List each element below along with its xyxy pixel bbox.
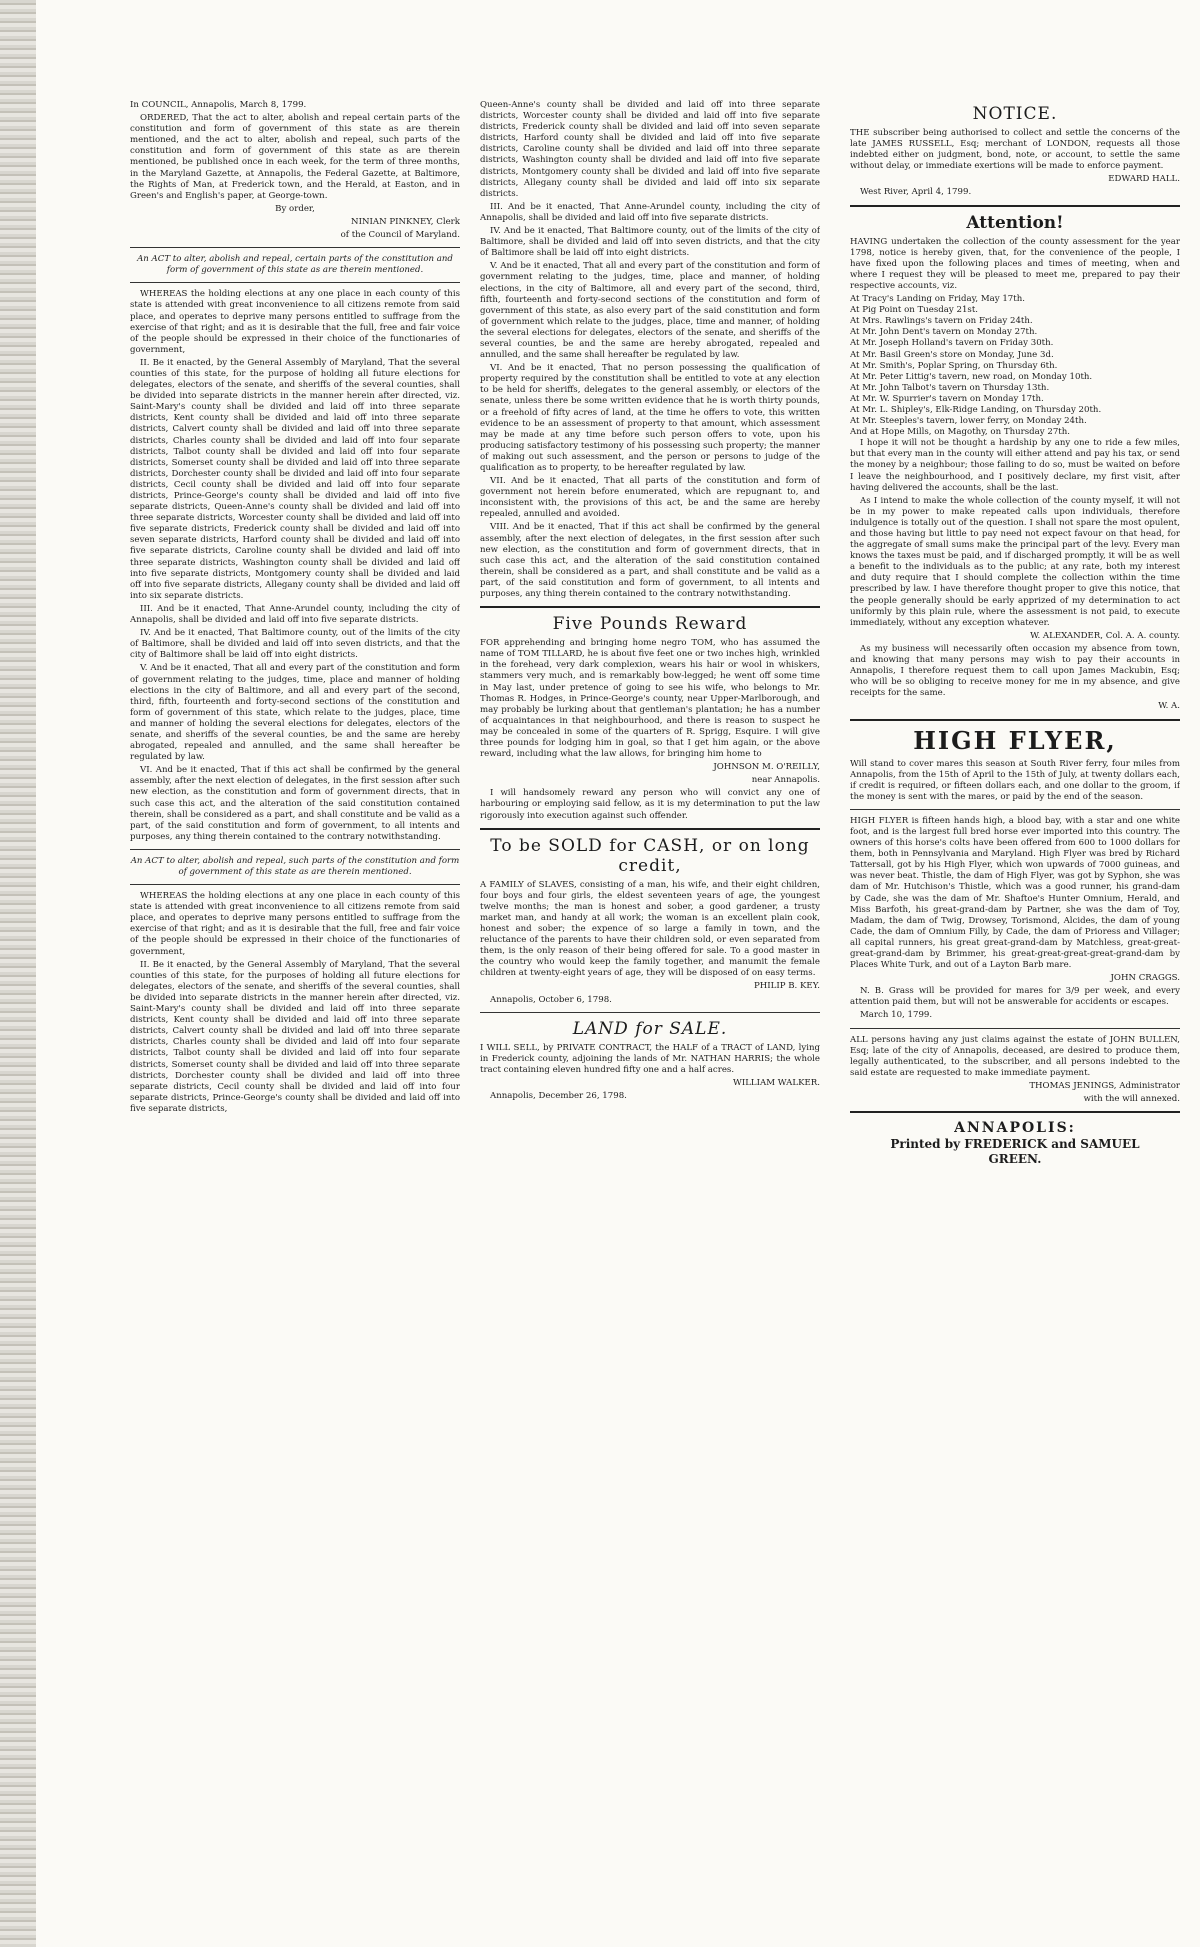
schedule-item: At Mr. John Talbot's tavern on Thursday 13th. xyxy=(850,382,1050,393)
council-order-text: ORDERED, That the act to alter, abolish and repeal certain parts of the constitution and form of government of this state as are therein mentioned, and the act to alter, abolish and repeal, such parts of the constitution and form of government of this state as are therein mentioned, be published once in each week, for the term of three months, in the Maryland Gazette, at Annapolis, the Federal Gazette, at Baltimore, the Rights of Man, at Frederick town, and the Herald, at Easton, and in Green's and English's paper, at George-town. xyxy=(130,113,460,201)
sale-ad-signer: PHILIP B. KEY. xyxy=(753,981,820,992)
sale-ad-date: Annapolis, October 6, 1798. xyxy=(490,994,612,1005)
notice-title: NOTICE. xyxy=(972,104,1058,124)
attention-paragraph-4: As my business will necessarily often occasion my absence from town, and knowing that many persons may wish to pay their accounts in Annapolis, I therefore request them to call upon James Mackubin, Esq; who will be so obliging to receive money for me in my absence, and give receipts for the same. xyxy=(850,643,1180,699)
high-flyer-date: March 10, 1799. xyxy=(860,1010,933,1021)
act1-whereas: WHEREAS the holding elections at any one place in each county of this state is attended with great inconvenience to all citizens remote from said place, and operates to deprive many persons entitled to suffrage from the exercise of that right; and as it is desirable that the full, free and fair voice of the people should be expressed in their choice of the functionaries of government, xyxy=(130,289,460,355)
act1-section-6: VI. And be it enacted, That if this act shall be confirmed by the general assembly, after the next election of delegates, in the first session after such new election, as the constitution and form of government directs, that in such case this act, and the alteration of the said constitution contained therein, shall be considered as a part, and shall constitute and be valid as a part, of the said constitution and form of government, to all intents and purposes, any thing therein contained to the contrary notwithstanding. xyxy=(130,765,460,842)
estate-notice-body: ALL persons having any just claims against the estate of JOHN BULLEN, Esq; late of the city of Annapolis, deceased, are desired to produce them, legally authenticated, to the subscriber, and all persons indebted to the said estate are requested to make immediate payment. xyxy=(850,1034,1180,1078)
act2-title: An ACT to alter, abolish and repeal, such parts of the constitution and form of government of this state as are therein mentioned. xyxy=(130,855,460,877)
sale-ad-body: A FAMILY of SLAVES, consisting of a man, his wife, and their eight children, four boys and four girls, the eldest seventeen years of age, the youngest twelve months; the man is honest and sober, a good gardener, a trusty market man, and handy at all work; the woman is an excellent plain cook, honest and sober; the expence of so large a family in town, and the reluctance of the parents to have their children sold, or even separated from them, is the only reason of their being offered for sale. To a good master in the country who would keep the family together, and manumit the female children at twenty-eight years of age, they will be disposed of on easy terms. xyxy=(480,879,820,979)
estate-notice-signer-line-2: with the will annexed. xyxy=(1083,1094,1180,1105)
divider xyxy=(850,719,1180,721)
land-ad-title: LAND for SALE. xyxy=(572,1018,728,1039)
high-flyer-terms: Will stand to cover mares this season at South River ferry, four miles from Annapolis, from the 15th of April to the 15th of July, at twenty dollars each, if credit is required, or fifteen dollars each, and one dollar to the groom, if the money is sent with the mares, or paid by the end of the season. xyxy=(850,758,1180,802)
council-clerk-name: NINIAN PINKNEY, Clerk xyxy=(351,216,460,227)
colophon-city: ANNAPOLIS: xyxy=(954,1120,1076,1137)
act-section-5: V. And be it enacted, That all and every part of the constitution and form of government relating to the judges, time, place and manner, of holding elections, in the city of Baltimore, all and every part of the second, third, fifth, fourteenth and forty-second sections of the constitution and form of government of this state, as also every part of the said constitution and form of government which relate to the judges, place, time and manner, of holding the several elections for delegates, electors of the senate, and sheriffs of the several counties, be and the same are hereby abrogated, repealed and annulled, and the same shall hereafter be regulated by law. xyxy=(480,261,820,361)
divider xyxy=(480,1012,820,1013)
high-flyer-body: HIGH FLYER is fifteen hands high, a blood bay, with a star and one white foot, and is the largest full bred horse ever imported into this country. The owners of this horse's colts have been offered from 600 to 1000 dollars for them, both in Pennsylvania and Maryland. High Flyer was bred by Richard Tattersall, got by his High Flyer, which won upwards of 7000 guineas, and was never beat. Thistle, the dam of High Flyer, was got by Syphon, she was dam of Mr. Hutchison's Thistle, which was a good runner, his grand-dam by Cade, she was the dam of Mr. Shaftoe's Hunter Omnium, Herald, and Miss Barfoth, his great-grand-dam by Partner, she was the dam of Toy, Madam, the dam of Twig, Drowsey, Torismond, Alcides, the dam of young Cade, the dam of Omnium Filly, by Cade, the dam of Prioress and Villager; all capital runners, his great great-grand-dam by Matchless, great-great-great-grand-dam by Brimmer, his great-great-great-great-grand-dam by Places White Turk, and out of a Layton Barb mare. xyxy=(850,815,1180,971)
council-header: In COUNCIL, Annapolis, March 8, 1799. xyxy=(130,100,307,110)
land-ad-date: Annapolis, December 26, 1798. xyxy=(490,1091,627,1102)
schedule-item: At Mr. Steeples's tavern, lower ferry, on Monday 24th. xyxy=(850,416,1087,427)
schedule-item: At Mrs. Rawlings's tavern on Friday 24th. xyxy=(850,316,1033,327)
schedule-item: At Mr. W. Spurrier's tavern on Monday 17th. xyxy=(850,393,1044,404)
act-section-8: VIII. And be it enacted, That if this act shall be confirmed by the general assembly, after the next election of delegates, in the first session after such new election, as the constitution and form of government directs, that in such case this act, and the alteration of the said constitution contained therein, shall be considered as a part, and shall constitute and be valid as a part, of the said constitution and form of government, to all intents and purposes, any thing therein contained to the contrary notwithstanding. xyxy=(480,522,820,600)
council-clerk-title: of the Council of Maryland. xyxy=(340,230,460,241)
colophon-printer: Printed by FREDERICK and SAMUEL xyxy=(890,1137,1140,1152)
divider xyxy=(850,1028,1180,1029)
high-flyer-signer: JOHN CRAGGS. xyxy=(1110,973,1180,984)
reward-ad-body: FOR apprehending and bringing home negro TOM, who has assumed the name of TOM TILLARD, he is about five feet one or two inches high, wrinkled in the forehead, very dark complexion, wears his hair or wool in whiskers, stammers very much, and is remarkably bow-legged; he went off some time in May last, under pretence of going to see his wife, who belongs to Mr. Thomas R. Hodges, in Prince-George's county, near Upper-Marlborough, and may probably be lurking about that gentleman's plantation; he has a number of acquaintances in that neighbourhood, and there is reason to suspect he may be concealed in some of the quarters of R. Sprigg, Esquire. I will give three pounds for lodging him in goal, so that I get him again, or the above reward, including what the law allows, for bringing him home to xyxy=(480,638,820,760)
divider xyxy=(480,828,820,830)
sale-ad-title: To be SOLD for CASH, or on long credit, xyxy=(490,835,810,876)
column-right xyxy=(850,100,1180,1920)
act-continued-text: Queen-Anne's county shall be divided and laid off into three separate districts, Worcester county shall be divided and laid off into five separate districts, Frederick county shall be divided and laid off into seven separate districts, Harford county shall be divided and laid off into five separate districts, Caroline county shall be divided and laid off into three separate districts, Washington county shall be divided and laid off into five separate districts, Montgomery county shall be divided and laid off into five separate districts, Allegany county shall be divided and laid off into six separate districts. xyxy=(480,100,820,199)
act2-whereas: WHEREAS the holding elections at any one place in each county of this state is attended with great inconvenience to all citizens remote from said place, and operates to deprive many persons entitled to suffrage from the exercise of that right; and as it is desirable that the full, free and fair voice of the people should be expressed in their choice of the functionaries of government, xyxy=(130,891,460,957)
divider xyxy=(130,247,460,248)
attention-initials: W. A. xyxy=(1158,701,1180,712)
schedule-item: At Mr. Smith's, Poplar Spring, on Thursday 6th. xyxy=(850,360,1058,371)
reward-ad-signer: JOHNSON M. O'REILLY, xyxy=(713,762,820,773)
attention-paragraph-3: As I intend to make the whole collection of the county myself, it will not be in my power to make repeated calls upon individuals, therefore indulgence is totally out of the question. I shall not spare the most opulent, and those having but little to pay need not expect favour on that head, for the aggregate of small sums make the principal part of the levy. Every man knows the taxes must be paid, and if discharged promptly, it will be as well a benefit to the individuals as to the public; at any rate, both my interest and duty require that I should complete the collection within the time prescribed by law. I have therefore thought proper to give this notice, that the people generally should be early apprized of my determination to act uniformly by this plain rule, where the assessment is not paid, to execute immediately, without any exception whatever. xyxy=(850,495,1180,628)
collection-schedule xyxy=(850,294,1180,438)
schedule-item: At Mr. Peter Littig's tavern, new road, on Monday 10th. xyxy=(850,371,1093,382)
act-section-7: VII. And be it enacted, That all parts of the constitution and form of government not herein before enumerated, which are repugnant to, and inconsistent with, the provisions of this act, be and the same are hereby repealed, annulled and avoided. xyxy=(480,476,820,520)
schedule-item: At Mr. John Dent's tavern on Monday 27th. xyxy=(850,327,1038,338)
reward-ad-signer-place: near Annapolis. xyxy=(751,775,820,786)
attention-signer: W. ALEXANDER, Col. A. A. county. xyxy=(1030,630,1180,641)
notice-date: West River, April 4, 1799. xyxy=(860,187,972,198)
act1-section-5: V. And be it enacted, That all and every part of the constitution and form of government relating to the judges, time, place and manner of holding elections in the city of Baltimore, and all and every part of the second, third, fifth, fourteenth and forty-second sections of the constitution and form of government of this state, which relate to the judges, place, time and manner of holding the several elections for delegates, electors of the senate, and sheriffs of the several counties, be and the same are hereby abrogated, repealed and annulled, and the same shall hereafter be regulated by law. xyxy=(130,663,460,763)
column-left xyxy=(130,100,460,1920)
notice-body: THE subscriber being authorised to collect and settle the concerns of the late JAMES RUSSELL, Esq; merchant of LONDON, requests all those indebted either on judgment, bond, note, or account, to settle the same without delay, or immediate exertions will be made to enforce payment. xyxy=(850,128,1180,172)
act1-section-4: IV. And be it enacted, That Baltimore county, out of the limits of the city of Baltimore, shall be divided and laid off into seven districts, and that the city of Baltimore shall be laid off into eight districts. xyxy=(130,628,460,661)
colophon-printer-line-2: GREEN. xyxy=(988,1152,1042,1167)
schedule-item: At Mr. Joseph Holland's tavern on Friday 30th. xyxy=(850,338,1054,349)
high-flyer-title: HIGH FLYER, xyxy=(913,725,1117,755)
act-section-4: IV. And be it enacted, That Baltimore county, out of the limits of the city of Baltimore, shall be divided and laid off into seven districts, and that the city of Baltimore shall be laid off into eight districts. xyxy=(480,226,820,259)
land-ad-signer: WILLIAM WALKER. xyxy=(733,1077,820,1088)
divider xyxy=(850,1111,1180,1113)
act-section-3: III. And be it enacted, That Anne-Arundel county, including the city of Annapolis, shall be divided and laid off into five separate districts. xyxy=(480,201,820,223)
schedule-item: At Tracy's Landing on Friday, May 17th. xyxy=(850,294,1025,305)
act2-section-2: II. Be it enacted, by the General Assembly of Maryland, That the several counties of this state, for the purposes of holding all future elections for delegates, electors of the senate, and sheriffs of the several counties, shall be divided into separate districts in the manner herein after directed, viz. Saint-Mary's county shall be divided and laid off into three separate districts, Kent county shall be divided and laid off into three separate districts, Calvert county shall be divided and laid off into three separate districts, Charles county shall be divided and laid off into four separate districts, Talbot county shall be divided and laid off into four separate districts, Somerset county shall be divided and laid off into three separate districts, Dorchester county shall be divided and laid off into three separate districts, Cecil county shall be divided and laid off into four separate districts, Prince-George's county shall be divided and laid off into five separate districts, xyxy=(130,959,460,1114)
divider xyxy=(850,205,1180,207)
attention-title: Attention! xyxy=(966,212,1064,233)
attention-body: HAVING undertaken the collection of the county assessment for the year 1798, notice is hereby given, that, for the convenience of the people, I have fixed upon the following places and times of meeting, when and where I request they will be pleased to meet me, prepared to pay their respective accounts, viz. xyxy=(850,236,1180,291)
column-middle xyxy=(480,100,820,1920)
attention-paragraph-2: I hope it will not be thought a hardship by any one to ride a few miles, but that every man in the county will either attend and pay his tax, or send the money by a neighbour; those failing to do so, must be waited on before I leave the neighbourhood, and I positively declare, my first visit, after having delivered the accounts, shall be the last. xyxy=(850,438,1180,493)
act-section-6: VI. And be it enacted, That no person possessing the qualification of property required by the constitution shall be entitled to vote at any election to be held for sheriffs, delegates to the general assembly, or electors of the senate, unless there be some written evidence that he is worth thirty pounds, or a freehold of fifty acres of land, at the time he offers to vote, this written evidence to be an assessment of property to that amount, which assessment may be made at any time before such person offers to vote, upon his producing satisfactory testimony of his possessing such property; the manner of making out such assessment, and the person or persons to judge of the qualification as to property, to be hereafter regulated by law. xyxy=(480,363,820,473)
notice-signer: EDWARD HALL. xyxy=(1108,174,1180,185)
high-flyer-note: N. B. Grass will be provided for mares for 3/9 per week, and every attention paid them, but will not be answerable for accidents or escapes. xyxy=(850,986,1180,1008)
by-order-line: By order, xyxy=(275,203,315,214)
schedule-item: And at Hope Mills, on Magothy, on Thursday 27th. xyxy=(850,427,1071,438)
land-ad-body: I WILL SELL, by PRIVATE CONTRACT, the HALF of a TRACT of LAND, lying in Frederick county, adjoining the lands of Mr. NATHAN HARRIS; the whole tract containing eleven hundred fifty one and a half acres. xyxy=(480,1042,820,1075)
divider xyxy=(850,809,1180,810)
act1-title: An ACT to alter, abolish and repeal, certain parts of the constitution and form of government of this state as are therein mentioned. xyxy=(137,254,453,276)
divider xyxy=(130,884,460,885)
estate-notice-signer: THOMAS JENINGS, Administrator xyxy=(1029,1080,1180,1091)
divider xyxy=(480,606,820,608)
act1-section-2: II. Be it enacted, by the General Assembly of Maryland, That the several counties of this state, for the purpose of holding all future elections for delegates, electors of the senate, and sheriffs of the several counties, shall be divided into separate districts in the manner herein after directed, viz. Saint-Mary's county shall be divided and laid off into three separate districts, Kent county shall be divided and laid off into three separate districts, Calvert county shall be divided and laid off into three separate districts, Charles county shall be divided and laid off into four separate districts, Talbot county shall be divided and laid off into four separate districts, Somerset county shall be divided and laid off into three separate districts, Dorchester county shall be divided and laid off into four separate districts, Cecil county shall be divided and laid off into four separate districts, Prince-George's county shall be divided and laid off into five separate districts, Queen-Anne's county shall be divided and laid off into three separate districts, Worcester county shall be divided and laid off into five separate districts, Frederick county shall be divided and laid off into seven separate districts, Harford county shall be divided and laid off into five separate districts, Caroline county shall be divided and laid off into three separate districts, Washington county shall be divided and laid off into five separate districts, Montgomery county shall be divided and laid off into five separate districts, Allegany county shall be divided and laid off into six separate districts. xyxy=(130,357,460,601)
page-binding-edge xyxy=(0,0,36,1947)
reward-ad-note: I will handsomely reward any person who will convict any one of harbouring or employing said fellow, as it is my determination to put the law rigorously into execution against such offender. xyxy=(480,788,820,821)
divider xyxy=(130,849,460,850)
divider xyxy=(130,282,460,283)
schedule-item: At Mr. L. Shipley's, Elk-Ridge Landing, on Thursday 20th. xyxy=(850,404,1102,415)
schedule-item: At Pig Point on Tuesday 21st. xyxy=(850,305,979,316)
act1-section-3: III. And be it enacted, That Anne-Arundel county, including the city of Annapolis, shall be divided and laid off into five separate districts. xyxy=(130,603,460,626)
reward-ad-title: Five Pounds Reward xyxy=(552,614,748,635)
schedule-item: At Mr. Basil Green's store on Monday, June 3d. xyxy=(850,349,1054,360)
